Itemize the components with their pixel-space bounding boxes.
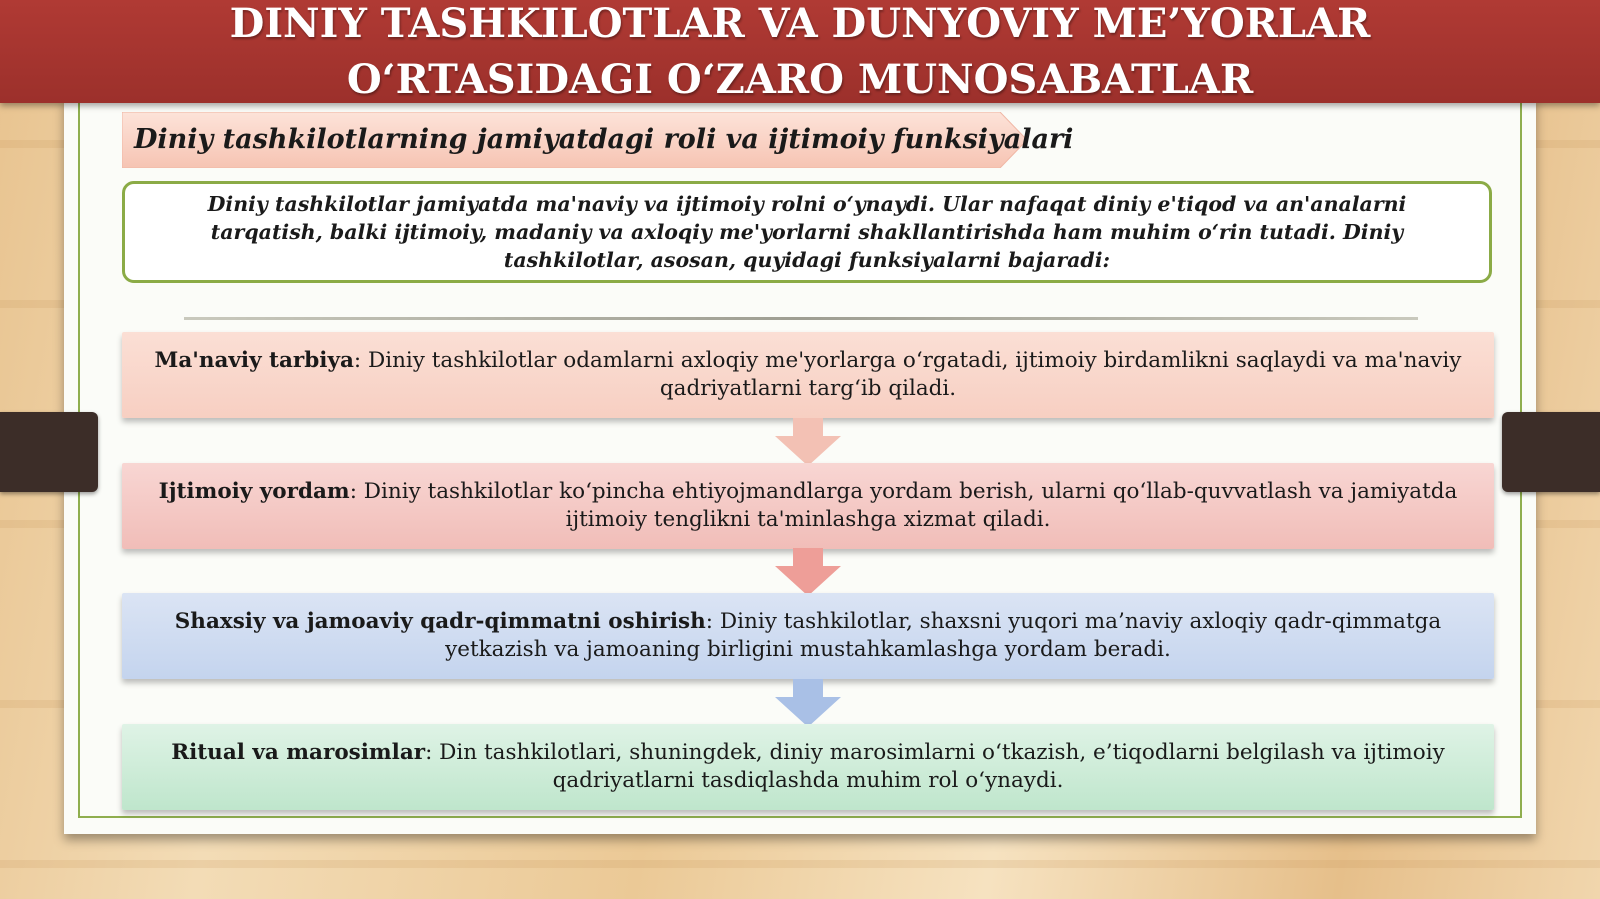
section-subtitle: Diniy tashkilotlarning jamiyatdagi roli va ijtimoiy funksiyalari <box>134 124 1074 155</box>
function-text <box>152 478 1464 534</box>
down-arrow-icon <box>775 679 841 727</box>
function-term: Shaxsiy va jamoaviy qadr-qimmatni oshirish <box>174 609 706 634</box>
section-subtitle-tab <box>122 112 1074 168</box>
binder-clip-right <box>1502 412 1600 492</box>
intro-box <box>122 181 1492 283</box>
binder-clip-left <box>0 412 98 492</box>
intro-text: Diniy tashkilotlar jamiyatda ma'naviy va ijtimoiy rolni o‘ynaydi. Ular nafaqat diniy e'tiqod va an'analarni tarqatish, balki ijtimoiy, madaniy va axloqiy me'yorlarni shakllantirishda ham muhim o‘rin tutadi. Diniy tashkilotlar, asosan, quyidagi funksiyalarni bajaradi: <box>207 192 1407 272</box>
divider-line <box>184 317 1418 320</box>
function-term: Ritual va marosimlar <box>171 740 426 765</box>
function-box-social-aid <box>122 463 1494 549</box>
function-text <box>152 739 1464 795</box>
down-arrow-icon <box>775 418 841 466</box>
down-arrow-icon <box>775 548 841 596</box>
slide-title: DINIY TASHKILOTLAR VA DUNYOVIY ME’YORLAR O‘RTASIDAGI O‘ZARO MUNOSABATLAR <box>229 0 1371 103</box>
title-banner <box>0 0 1600 103</box>
function-description: : Din tashkilotlari, shuningdek, diniy marosimlarni o‘tkazish, e’tiqodlarni belgilash va ijtimoiy qadriyatlarni tasdiqlashda muhim rol o‘ynaydi. <box>425 740 1445 793</box>
function-description: : Diniy tashkilotlar odamlarni axloqiy me'yorlarga o‘rgatadi, ijtimoiy birdamlikni saqlaydi va ma'naviy qadriyatlarni targ‘ib qiladi. <box>353 348 1462 401</box>
function-box-spiritual-education <box>122 332 1494 418</box>
function-term: Ijtimoiy yordam <box>158 479 350 504</box>
function-term: Ma'naviy tarbiya <box>154 348 354 373</box>
function-box-rituals <box>122 724 1494 810</box>
function-description: : Diniy tashkilotlar, shaxsni yuqori ma’naviy axloqiy qadr-qimmatga yetkazish va jamoaning birligini mustahkamlashga yordam beradi. <box>445 609 1442 662</box>
function-text <box>152 347 1464 403</box>
function-box-dignity <box>122 593 1494 679</box>
function-description: : Diniy tashkilotlar ko‘pincha ehtiyojmandlarga yordam berish, ularni qo‘llab-quvvatlash va jamiyatda ijtimoiy tenglikni ta'minlashga xizmat qiladi. <box>349 479 1458 532</box>
function-text <box>152 608 1464 664</box>
